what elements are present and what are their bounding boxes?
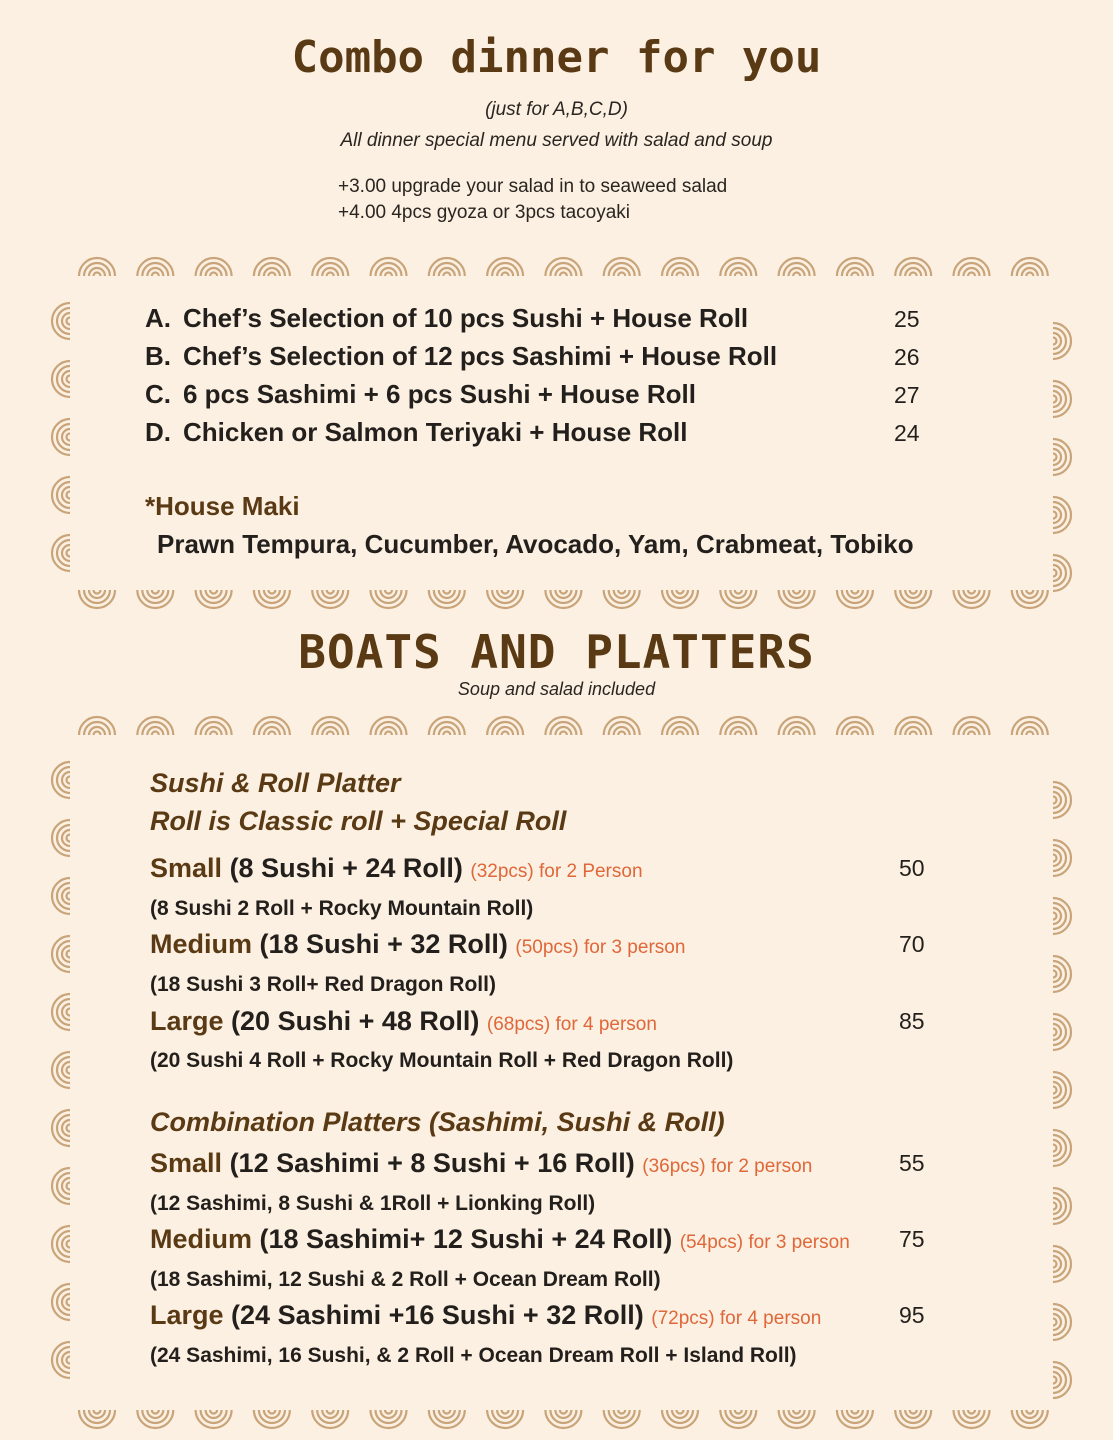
wave-motif — [52, 477, 70, 513]
wave-motif — [837, 590, 873, 608]
combo-letter: C. — [145, 379, 171, 409]
wave-motif — [1053, 1362, 1071, 1398]
wave-motif — [254, 1410, 290, 1428]
wave-motif — [662, 1410, 698, 1428]
wave-motif — [779, 258, 815, 276]
wave-motif — [52, 878, 70, 914]
wave-motif — [312, 1410, 348, 1428]
wave-motif — [837, 1410, 873, 1428]
combo-item-c — [145, 379, 935, 410]
wave-motif — [1012, 1410, 1048, 1428]
wave-motif — [52, 361, 70, 397]
wave-motif — [1053, 1188, 1071, 1224]
size-name: Medium — [150, 1224, 253, 1254]
wave-motif — [137, 717, 173, 735]
size-name: Small — [150, 1148, 223, 1178]
size-name: Large — [150, 1300, 224, 1330]
wave-motif — [312, 717, 348, 735]
size-price: 70 — [899, 931, 925, 957]
wave-motif — [720, 1410, 756, 1428]
wave-motif — [52, 936, 70, 972]
size-pcs: (72pcs) for 4 person — [651, 1308, 822, 1329]
combination-medium — [150, 1224, 940, 1255]
wave-motif — [545, 258, 581, 276]
wave-motif — [662, 717, 698, 735]
wave-motif — [487, 258, 523, 276]
wave-motif — [137, 590, 173, 608]
wave-motif — [779, 717, 815, 735]
wave-motif — [954, 590, 990, 608]
upgrade-seaweed: +3.00 upgrade your salad in to seaweed salad — [338, 176, 728, 197]
combo-price: 26 — [894, 344, 920, 370]
wave-motif — [720, 590, 756, 608]
wave-motif — [954, 717, 990, 735]
wave-motif — [487, 1410, 523, 1428]
wave-motif — [52, 535, 70, 571]
wave-motif — [196, 1410, 232, 1428]
size-price: 50 — [899, 855, 925, 881]
combination-medium-detail: (18 Sashimi, 12 Sushi & 2 Roll + Ocean Dream Roll) — [150, 1268, 661, 1291]
wave-motif — [371, 1410, 407, 1428]
wave-motif — [1053, 956, 1071, 992]
wave-motif — [1053, 555, 1071, 591]
wave-motif — [371, 717, 407, 735]
combo-item-b — [145, 341, 935, 372]
combination-heading: Combination Platters (Sashimi, Sushi & Roll) — [150, 1107, 725, 1137]
wave-motif — [312, 258, 348, 276]
wave-motif — [604, 258, 640, 276]
sushi-roll-subheading: Roll is Classic roll + Special Roll — [150, 806, 567, 836]
combination-large — [150, 1300, 940, 1331]
size-pcs: (54pcs) for 3 person — [679, 1232, 850, 1253]
sushi-roll-heading: Sushi & Roll Platter — [150, 768, 401, 798]
size-desc: (20 Sushi + 48 Roll) — [231, 1006, 480, 1036]
size-name: Medium — [150, 929, 253, 959]
combo-subtitle-served: All dinner special menu served with salad and soup — [340, 130, 773, 151]
wave-motif — [487, 717, 523, 735]
size-desc: (8 Sushi + 24 Roll) — [229, 853, 463, 883]
size-price: 95 — [899, 1302, 925, 1328]
wave-motif — [1053, 1130, 1071, 1166]
combo-item-a — [145, 303, 935, 334]
wave-motif — [1012, 590, 1048, 608]
wave-motif — [1053, 1072, 1071, 1108]
wave-motif — [1053, 439, 1071, 475]
wave-motif — [1053, 381, 1071, 417]
sushi-roll-small — [150, 853, 940, 884]
wave-motif — [371, 258, 407, 276]
size-pcs: (32pcs) for 2 Person — [470, 861, 643, 882]
wave-motif — [545, 590, 581, 608]
wave-motif — [137, 258, 173, 276]
wave-motif — [312, 590, 348, 608]
size-desc: (12 Sashimi + 8 Sushi + 16 Roll) — [229, 1148, 635, 1178]
wave-motif — [1053, 1014, 1071, 1050]
wave-motif — [79, 258, 115, 276]
wave-motif — [254, 258, 290, 276]
wave-motif — [137, 1410, 173, 1428]
sushi-roll-large — [150, 1006, 940, 1037]
wave-motif — [371, 590, 407, 608]
upgrade-gyoza: +4.00 4pcs gyoza or 3pcs tacoyaki — [338, 202, 631, 223]
wave-motif — [254, 717, 290, 735]
wave-motif — [720, 717, 756, 735]
wave-motif — [52, 820, 70, 856]
wave-motif — [604, 717, 640, 735]
wave-motif — [52, 1342, 70, 1378]
wave-motif — [545, 1410, 581, 1428]
combo-name: Chef’s Selection of 10 pcs Sushi + House Roll — [183, 303, 749, 333]
wave-motif — [545, 717, 581, 735]
combo-price: 24 — [894, 420, 920, 446]
combo-price: 27 — [894, 382, 920, 408]
wave-motif — [662, 258, 698, 276]
combo-price: 25 — [894, 306, 920, 332]
wave-motif — [79, 1410, 115, 1428]
wave-motif — [52, 762, 70, 798]
wave-motif — [52, 994, 70, 1030]
house-maki-heading: *House Maki — [145, 491, 300, 521]
combo-letter: D. — [145, 417, 171, 447]
wave-motif — [1053, 1304, 1071, 1340]
wave-motif — [79, 590, 115, 608]
wave-motif — [1053, 323, 1071, 359]
sushi-roll-small-detail: (8 Sushi 2 Roll + Rocky Mountain Roll) — [150, 897, 534, 920]
wave-motif — [254, 590, 290, 608]
sushi-roll-large-detail: (20 Sushi 4 Roll + Rocky Mountain Roll + Red Dragon Roll) — [150, 1049, 734, 1072]
size-pcs: (50pcs) for 3 person — [515, 937, 686, 958]
wave-motif — [1053, 497, 1071, 533]
wave-motif — [662, 590, 698, 608]
combo-letter: A. — [145, 303, 171, 333]
wave-motif — [895, 1410, 931, 1428]
wave-motif — [1053, 898, 1071, 934]
wave-motif — [779, 1410, 815, 1428]
size-desc: (24 Sashimi +16 Sushi + 32 Roll) — [231, 1300, 644, 1330]
house-maki-items: Prawn Tempura, Cucumber, Avocado, Yam, Crabmeat, Tobiko — [157, 529, 914, 559]
wave-motif — [1012, 717, 1048, 735]
combo-name: 6 pcs Sashimi + 6 pcs Sushi + House Roll — [183, 379, 696, 409]
wave-motif — [52, 303, 70, 339]
wave-motif — [604, 590, 640, 608]
wave-motif — [196, 717, 232, 735]
wave-motif — [895, 717, 931, 735]
size-name: Large — [150, 1006, 224, 1036]
boats-subtitle: Soup and salad included — [457, 679, 656, 699]
combo-name: Chicken or Salmon Teriyaki + House Roll — [183, 417, 688, 447]
size-pcs: (68pcs) for 4 person — [486, 1014, 657, 1035]
wave-motif — [837, 258, 873, 276]
wave-motif — [1053, 1246, 1071, 1282]
combination-small — [150, 1148, 940, 1179]
wave-motif — [196, 590, 232, 608]
wave-motif — [837, 717, 873, 735]
wave-motif — [604, 1410, 640, 1428]
wave-motif — [429, 717, 465, 735]
wave-motif — [52, 1052, 70, 1088]
wave-motif — [52, 1168, 70, 1204]
wave-motif — [79, 717, 115, 735]
wave-motif — [954, 1410, 990, 1428]
wave-motif — [429, 1410, 465, 1428]
wave-motif — [52, 1110, 70, 1146]
combo-letter: B. — [145, 341, 171, 371]
wave-motif — [52, 1226, 70, 1262]
size-desc: (18 Sashimi+ 12 Sushi + 24 Roll) — [259, 1224, 673, 1254]
wave-motif — [895, 258, 931, 276]
size-price: 85 — [899, 1008, 925, 1034]
wave-motif — [954, 258, 990, 276]
wave-motif — [52, 419, 70, 455]
sushi-roll-medium — [150, 929, 940, 960]
wave-motif — [895, 590, 931, 608]
size-price: 75 — [899, 1226, 925, 1252]
wave-motif — [720, 258, 756, 276]
size-price: 55 — [899, 1150, 925, 1176]
combo-item-d — [145, 417, 935, 448]
wave-motif — [1012, 258, 1048, 276]
combo-subtitle-abcd: (just for A,B,C,D) — [485, 99, 628, 120]
wave-motif — [52, 1284, 70, 1320]
wave-motif — [1053, 782, 1071, 818]
wave-motif — [1053, 840, 1071, 876]
wave-motif — [429, 258, 465, 276]
combo-name: Chef’s Selection of 12 pcs Sashimi + House Roll — [183, 341, 778, 371]
combo-title: Combo dinner for you — [291, 32, 822, 83]
wave-motif — [429, 590, 465, 608]
size-desc: (18 Sushi + 32 Roll) — [259, 929, 508, 959]
combination-large-detail: (24 Sashimi, 16 Sushi, & 2 Roll + Ocean Dream Roll + Island Roll) — [150, 1344, 797, 1367]
wave-motif — [779, 590, 815, 608]
size-name: Small — [150, 853, 223, 883]
wave-motif — [196, 258, 232, 276]
wave-motif — [487, 590, 523, 608]
boats-title: BOATS AND PLATTERS — [298, 625, 815, 679]
size-pcs: (36pcs) for 2 person — [642, 1156, 813, 1177]
combination-small-detail: (12 Sashimi, 8 Sushi & 1Roll + Lionking Roll) — [150, 1192, 596, 1215]
sushi-roll-medium-detail: (18 Sushi 3 Roll+ Red Dragon Roll) — [150, 973, 496, 996]
